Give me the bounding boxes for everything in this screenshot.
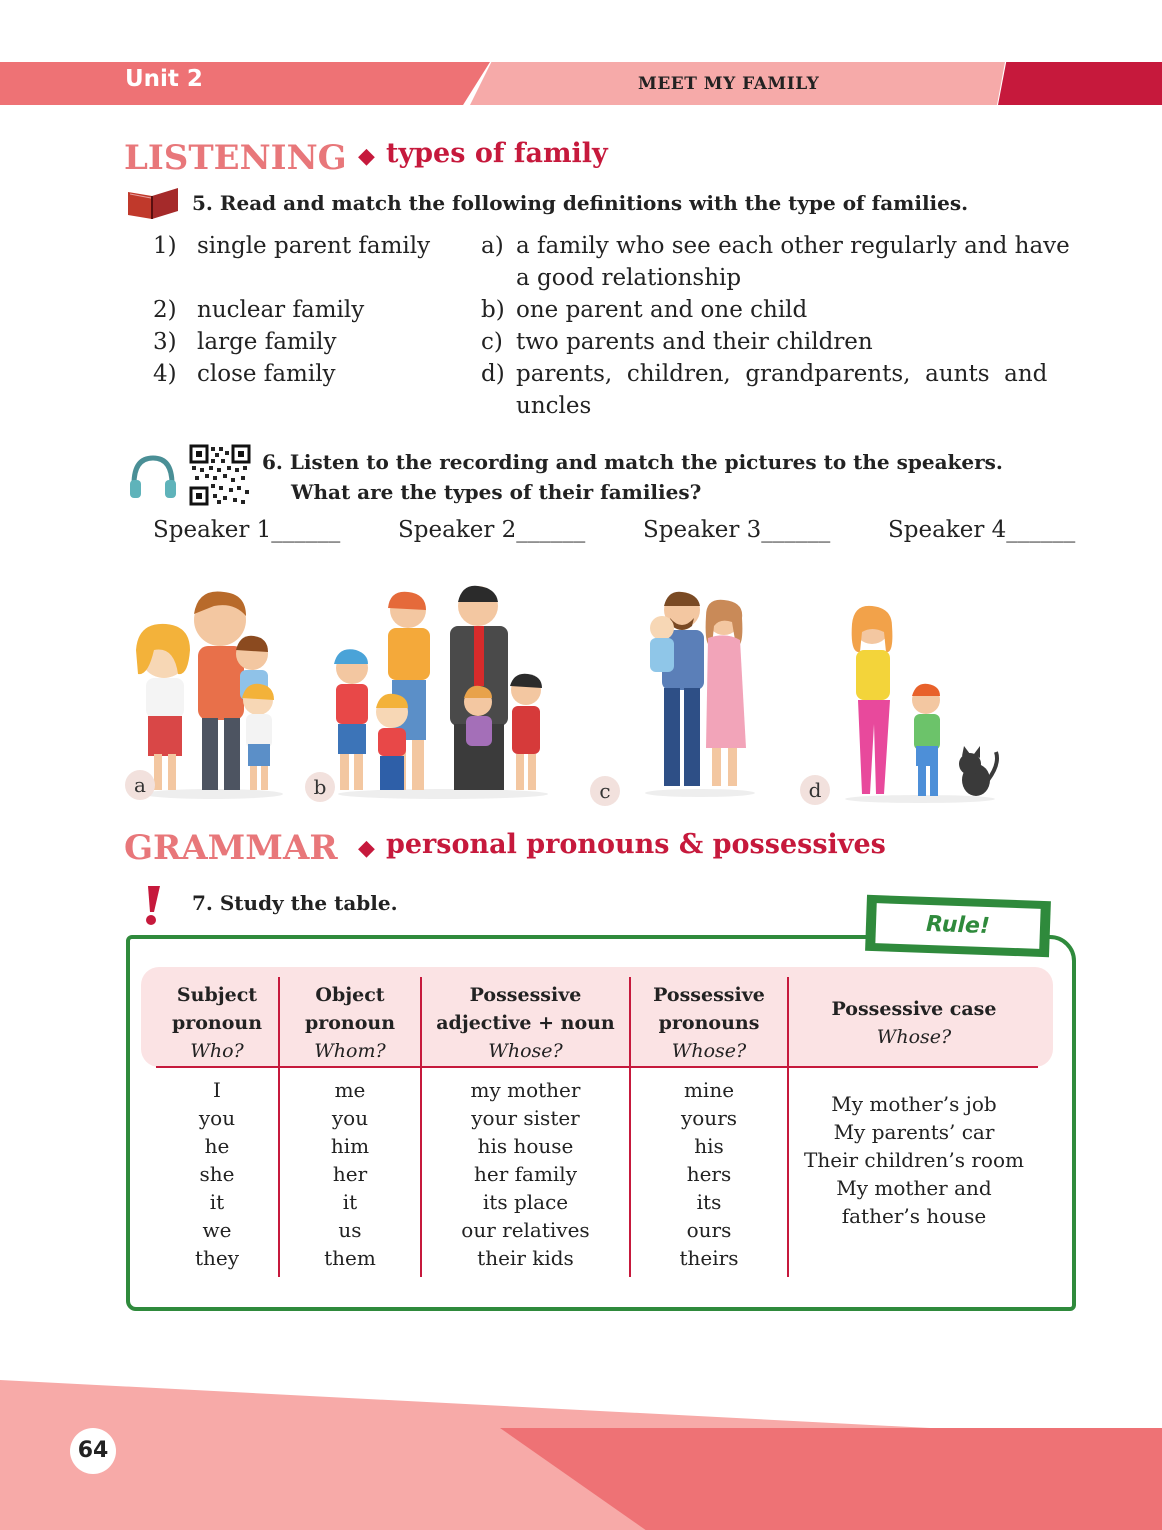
definition-a-line1: a family who see each other regularly and have [516,233,1070,259]
task5-instruction: 5. Read and match the following definitions with the type of families. [192,191,969,215]
picture-d-label: d [800,775,830,805]
list-item: 1) single parent family [153,233,431,259]
picture-b-large-family [326,584,560,804]
definition-c: two parents and their children [516,329,873,355]
headphones-icon [128,454,178,504]
list-item: 2) nuclear family [153,297,365,323]
column-possessive-adjectives: my mother your sister his house her family its place our relatives their kids [461,1078,590,1270]
unit-label: Unit 2 [125,66,203,92]
definition-d-line1: parents, children, grandparents, aunts and [516,361,1048,387]
column-subject-pronouns: I you he she it we they [194,1078,240,1270]
listening-heading: LISTENING [124,138,347,178]
definition-a-line2: a good relationship [516,265,742,291]
grammar-heading: GRAMMAR [124,828,338,868]
grammar-topic: personal pronouns & possessives [386,829,886,860]
list-item: 3) large family [153,329,337,355]
header-subject-pronoun: Subject pronoun Who? [171,984,263,1062]
listening-topic: types of family [386,138,608,169]
definition-d-line2: uncles [516,393,592,419]
speaker-2-blank[interactable]: Speaker 2______ [398,517,586,543]
header-possessive-pronouns: Possessive pronouns Whose? [653,984,765,1062]
header-possessive-adjective: Possessive adjective + noun Whose? [436,984,615,1062]
qr-code-icon[interactable] [189,444,251,510]
picture-c-nuclear-family [640,588,760,802]
header-band-left [0,62,490,105]
header-divider [156,1066,1038,1068]
list-item: c) [481,329,503,355]
header-possessive-case: Possessive case Whose? [831,998,997,1048]
speaker-1-blank[interactable]: Speaker 1______ [153,517,341,543]
header-object-pronoun: Object pronoun Whom? [304,984,396,1062]
list-item: b) [481,297,505,323]
list-item: d) [481,361,505,387]
task6-line2: What are the types of their families? [291,480,702,504]
picture-c-label: c [590,776,620,806]
diamond-icon: ◆ [358,836,375,861]
picture-d-single-parent-family [840,604,1004,808]
diamond-icon: ◆ [358,144,375,169]
column-object-pronouns: me you him her it us them [324,1078,376,1270]
column-possessive-case: My mother’s job My parents’ car Their children’s room My mother and father’s house [804,1092,1024,1228]
book-icon [126,186,180,224]
picture-a-label: a [125,770,155,800]
definition-b: one parent and one child [516,297,808,323]
unit-title: MEET MY FAMILY [638,74,820,94]
speaker-3-blank[interactable]: Speaker 3______ [643,517,831,543]
speaker-4-blank[interactable]: Speaker 4______ [888,517,1076,543]
picture-a-close-family [128,584,298,804]
exclamation-icon [140,884,164,930]
task7-instruction: 7. Study the table. [192,891,398,915]
column-possessive-pronouns: mine yours his hers its ours theirs [679,1078,739,1270]
header-band-right [998,62,1162,105]
page-number: 64 [70,1428,116,1474]
list-item: 4) close family [153,361,336,387]
rule-tag: Rule! [875,903,1040,949]
picture-b-label: b [305,772,335,802]
list-item: a) [481,233,504,259]
task6-line1: 6. Listen to the recording and match the pictures to the speakers. [262,450,1003,474]
